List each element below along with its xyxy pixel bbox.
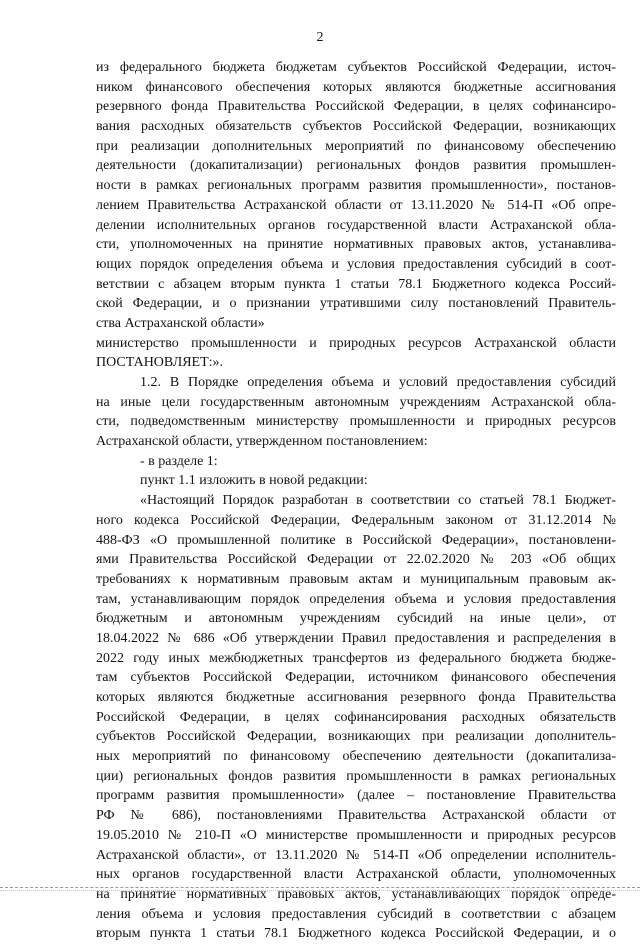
text-line: ником финансового обеспечения которых являются бюджетные ассигнования <box>96 79 616 95</box>
text-line: 18.04.2022 № 686 «Об утверждении Правил предоставления и распределения в <box>96 630 616 646</box>
text-line: 2022 году иных межбюджетных трансфертов из федерального бюджета бюдже- <box>96 650 616 666</box>
text-line: деятельности (докапитализации) региональных фондов развития промышлен- <box>96 158 616 174</box>
text-line: которых являются бюджетные ассигнования резервного фонда Правительства <box>96 690 616 705</box>
text-line: Астраханской области», от 13.11.2020 № 514-П «Об определении исполнитель- <box>96 847 616 863</box>
text-line: ных мероприятий по финансовому обеспечению деятельности (докапитализа- <box>96 749 616 765</box>
text-line: вторым пункта 1 статьи 78.1 Бюджетного кодекса Российской Федерации, и о <box>96 926 616 942</box>
text-line: ской Федерации, и о признании утратившими силу постановлений Правитель- <box>96 296 616 312</box>
text-line: делении исполнительных органов государственной власти Астраханской обла- <box>96 217 616 233</box>
text-line: - в разделе 1: <box>140 453 218 469</box>
text-line: на иные цели государственным автономным учреждениям Астраханской обла- <box>96 394 616 410</box>
text-line: ветствии с абзацем вторым пункта 1 статьи 78.1 Бюджетного кодекса Россий- <box>96 276 616 292</box>
text-line: на принятие нормативных правовых актов, устанавливающих порядок опреде- <box>96 886 616 902</box>
text-line: 1.2. В Порядке определения объема и условий предоставления субсидий <box>140 375 616 390</box>
text-line: 488-ФЗ «О промышленной политике в Российской Федерации», постановлени- <box>96 532 616 548</box>
text-line: ПОСТАНОВЛЯЕТ:». <box>96 355 224 371</box>
scan-edge-line <box>0 887 640 888</box>
text-line: 19.05.2010 № 210-П «О министерстве промышленности и природных ресурсов <box>96 827 616 843</box>
text-line: пункт 1.1 изложить в новой редакции: <box>140 473 368 489</box>
text-line: вания расходных обязательств субъектов Российской Федерации, возникающих <box>96 119 616 135</box>
page-number: 2 <box>316 30 324 45</box>
scan-edge-line-secondary <box>0 890 640 891</box>
text-line: требованиях к нормативным правовым актам и муниципальным правовым ак- <box>96 571 616 587</box>
text-line: Российской Федерации, в целях софинансирования расходных обязательств <box>96 709 616 725</box>
text-line: ющих порядок определения объема и условия предоставления субсидий в соот- <box>96 256 616 272</box>
text-line: РФ № 686), постановлениями Правительства Астраханской области от <box>96 808 616 824</box>
text-line: из федерального бюджета бюджетам субъектов Российской Федерации, источ- <box>96 60 616 75</box>
text-line: ства Астраханской области» <box>96 315 265 331</box>
text-line: «Настоящий Порядок разработан в соответствии со статьей 78.1 Бюджет- <box>140 493 616 509</box>
text-line: бюджетным и автономным учреждениям субсидий на иные цели», от <box>96 611 616 627</box>
text-line: Астраханской области, утвержденном постановлением: <box>96 434 428 450</box>
text-line: субъектов Российской Федерации, возникающих при реализации дополнитель- <box>96 729 616 745</box>
text-line: резервного фонда Правительства Российской Федерации, в целях софинансиро- <box>96 99 616 115</box>
text-line: ности в рамках региональных программ развития промышленности», постанов- <box>96 178 616 194</box>
text-line: при реализации дополнительных мероприятий по финансовому обеспечению <box>96 138 616 154</box>
text-line: ции) региональных фондов развития промышленности в рамках региональных <box>96 768 616 784</box>
text-line: ных органов государственной власти Астраханской области, уполномоченных <box>96 867 616 883</box>
text-line: программ развития промышленности» (далее – постановление Правительства <box>96 788 616 804</box>
text-line: там субъектов Российской Федерации, источником финансового обеспечения <box>96 670 616 686</box>
text-line: сти, уполномоченных на принятие нормативных правовых актов, устанавлива- <box>96 237 616 253</box>
document-body <box>96 58 616 944</box>
text-line: ями Правительства Российской Федерации от 22.02.2020 № 203 «Об общих <box>96 552 616 568</box>
text-line: министерство промышленности и природных ресурсов Астраханской области <box>96 335 616 351</box>
text-line: ного кодекса Российской Федерации, Федеральным законом от 31.12.2014 № <box>96 512 616 528</box>
text-line: там, устанавливающим порядок определения объема и условия предоставления <box>96 591 616 607</box>
text-line: лением Правительства Астраханской области от 13.11.2020 № 514-П «Об опре- <box>96 197 616 213</box>
text-line: ления объема и условия предоставления субсидий в соответствии с абзацем <box>96 906 616 922</box>
text-line: сти, подведомственным министерству промышленности и природных ресурсов <box>96 414 616 430</box>
